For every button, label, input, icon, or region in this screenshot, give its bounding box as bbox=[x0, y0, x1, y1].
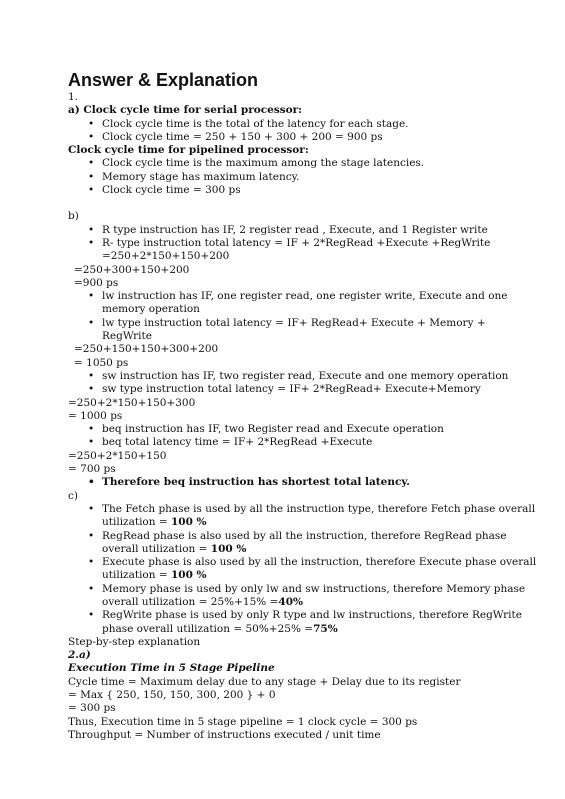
utilization-text: Memory phase is used by only lw and sw instructions, therefore Memory phase overall utilization = 25%+15% = bbox=[102, 582, 526, 608]
list-item: • beq instruction has IF, two Register read and Execute operation bbox=[68, 423, 538, 436]
calc-line: =250+150+150+300+200 bbox=[74, 343, 219, 356]
utilization-text: RegRead phase is also used by all the instruction, therefore RegRead phase overall utilization = bbox=[102, 529, 507, 555]
utilization-text: RegWrite phase is used by only R type and lw instructions, therefore RegWrite phase overall utilization = 50%+25% = bbox=[102, 609, 522, 635]
calc-line: = 700 ps bbox=[68, 463, 116, 476]
text-line: Throughput = Number of instructions executed / unit time bbox=[68, 728, 381, 741]
section-a-heading: a) Clock cycle time for serial processor: bbox=[68, 104, 303, 117]
question-number-1: 1. bbox=[68, 91, 79, 103]
calc-line: =250+2*150+150+300 bbox=[68, 396, 196, 409]
list-item: • sw type instruction total latency = IF+ 2*RegRead+ Execute+Memory bbox=[68, 383, 538, 396]
list-item: • beq total latency time = IF+ 2*RegRead +Execute bbox=[68, 436, 538, 449]
list-item: • R- type instruction total latency = IF + 2*RegRead +Execute +RegWrite =250+2*150+150+200 bbox=[68, 237, 538, 264]
beq-list bbox=[68, 423, 538, 450]
utilization-value: 100 % bbox=[170, 516, 207, 529]
calc-line: =250+300+150+200 bbox=[74, 263, 190, 276]
utilization-item bbox=[68, 530, 538, 557]
spacer bbox=[68, 197, 538, 210]
utilization-value: 100 % bbox=[170, 569, 207, 582]
serial-list bbox=[68, 118, 538, 145]
calc-line: =900 ps bbox=[74, 276, 119, 289]
list-item: • sw instruction has IF, two register read, Execute and one memory operation bbox=[68, 370, 538, 383]
utilization-item bbox=[68, 556, 538, 583]
list-item: • Clock cycle time is the total of the latency for each stage. bbox=[68, 118, 538, 131]
list-item: • lw type instruction total latency = IF+ RegRead+ Execute + Memory + RegWrite bbox=[68, 317, 538, 344]
pipelined-list bbox=[68, 157, 538, 197]
section-c-heading: c) bbox=[68, 489, 78, 502]
utilization-text: The Fetch phase is used by all the instruction type, therefore Fetch phase overall utilization = bbox=[102, 502, 536, 529]
text-line: Thus, Execution time in 5 stage pipeline = 1 clock cycle = 300 ps bbox=[68, 715, 418, 728]
calc-line: = 1050 ps bbox=[74, 356, 129, 369]
utilization-list bbox=[68, 503, 538, 636]
list-item: • Clock cycle time is the maximum among the stage latencies. bbox=[68, 157, 538, 170]
calc-line: = 1000 ps bbox=[68, 409, 123, 422]
utilization-value: 75% bbox=[313, 622, 338, 635]
execution-time-heading: Execution Time in 5 Stage Pipeline bbox=[68, 662, 275, 675]
list-item: • Clock cycle time = 250 + 150 + 300 + 200 = 900 ps bbox=[68, 131, 538, 144]
question-2a-label: 2.a) bbox=[68, 649, 91, 662]
list-item: • R type instruction has IF, 2 register read , Execute, and 1 Register write bbox=[68, 224, 538, 237]
section-b-heading: b) bbox=[68, 210, 79, 223]
beq-conclusion-list bbox=[68, 476, 538, 489]
utilization-text: Execute phase is also used by all the instruction, therefore Execute phase overall utilization = bbox=[102, 556, 537, 582]
r-type-list bbox=[68, 224, 538, 264]
list-item: • lw instruction has IF, one register read, one register write, Execute and one memory operation bbox=[68, 290, 538, 317]
text-line: = 300 ps bbox=[68, 702, 116, 715]
conclusion-item: • Therefore beq instruction has shortest total latency. bbox=[68, 476, 538, 489]
sw-list bbox=[68, 370, 538, 397]
utilization-value: 40% bbox=[278, 595, 303, 608]
utilization-item bbox=[68, 609, 538, 636]
utilization-item bbox=[68, 583, 538, 610]
text-line: Cycle time = Maximum delay due to any stage + Delay due to its register bbox=[68, 675, 461, 688]
utilization-value: 100 % bbox=[210, 542, 247, 555]
list-item: • Memory stage has maximum latency. bbox=[68, 171, 538, 184]
utilization-item bbox=[68, 503, 538, 530]
pipelined-heading: Clock cycle time for pipelined processor: bbox=[68, 144, 309, 157]
text-line: = Max { 250, 150, 150, 300, 200 } + 0 bbox=[68, 689, 276, 702]
page-title: Answer & Explanation bbox=[68, 70, 259, 90]
step-by-step-label: Step-by-step explanation bbox=[68, 635, 201, 648]
document-body bbox=[68, 70, 538, 742]
lw-list bbox=[68, 290, 538, 343]
calc-line: =250+2*150+150 bbox=[68, 449, 167, 462]
list-item: • Clock cycle time = 300 ps bbox=[68, 184, 538, 197]
